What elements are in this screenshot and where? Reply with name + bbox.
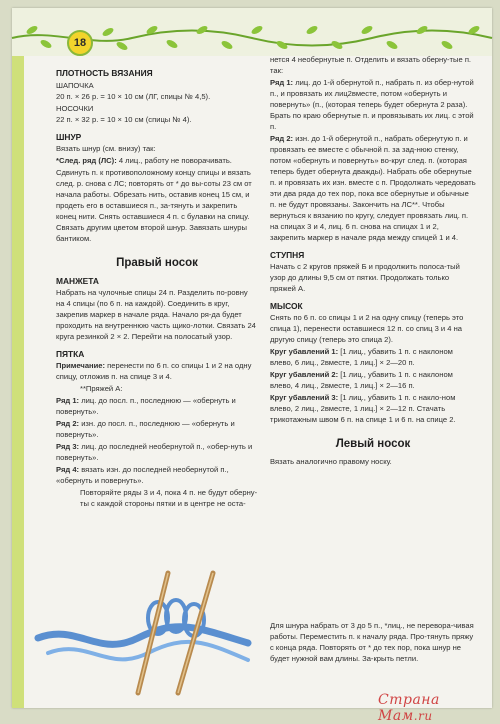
socks-gauge: 22 п. × 32 р. = 10 × 10 см (спицы № 4).: [56, 115, 192, 124]
knitting-illustration: [38, 568, 248, 698]
wrap-row-1-text: лиц. до 1-й обернутой п., набрать п. из обер-нутой п., и провязать их лиц2вместе, потом «обернуть и повернуть» (п., (которая теперь будет обернута 2 раза). Брать по краю обернутые п. и провязывать их лиц. с этой п.: [270, 78, 474, 131]
heel-row-3-label: Ряд 3:: [56, 442, 80, 451]
socks-label: НОСОЧКИ: [56, 104, 94, 113]
heel-row-2-label: Ряд 2:: [56, 419, 80, 428]
cuff-heading: МАНЖЕТА: [56, 276, 99, 286]
heel-row-4-text: вязать изн. до последней необернутой п., «обернуть и повернуть».: [56, 465, 229, 485]
decrease-round-3-label: Круг убавлений 3:: [270, 393, 339, 402]
wrap-row-2-text: изн. до 1-й обернутой п., набрать обернутую п. и провязать ее вместе с обычной п. за зад-нюю стенку, потом «обернуть и повернуть» во-круг след. п. (которая теперь будет обернута дважды). Набрать обе обернутые п. и провязать их изн. вместе с п. Продолжать чередовать эти два ряда до тех пор, пока все обернутые и обычные п. не будут провязаны. Закончить на ЛС**. Чтобы вернуться к вязанию по кругу, следует провязать лиц. п. на спицах 3 и 4, лиц. 6 п. снова на спицах 1 и 2, закрепить маркер в начале ряда между спицей 1 и 4.: [270, 134, 476, 242]
needles-and-cord-icon: [38, 568, 248, 698]
wrap-row-2-label: Ряд 2:: [270, 134, 294, 143]
hat-gauge: 20 п. × 26 р. = 10 × 10 см (ЛГ, спицы № 4,5).: [56, 92, 211, 101]
foot-text: Начать с 2 кругов пряжей Б и продолжить полоса-тый узор до длины 9,5 см от пятки. Продолжать только пряжей А.: [270, 262, 460, 293]
wrap-row-2: [270, 133, 476, 243]
cord-next-row: [56, 155, 258, 166]
cuff-text: Набрать на чулочные спицы 24 п. Разделить по-ровну на 4 спицы (по 6 п. на каждой). Соединить в круг, закрепив маркер в начале ряда. Начало ря-да будет проходить на внутреннюю часть щико-лотки. Связать 24 круга резинкой 2 × 2. Перейти на полосатый узор.: [56, 288, 256, 341]
cord-body: Сдвинуть п. к противоположному концу спицы и вязать след. р. снова с ЛС; повторять от * до вы-соты 23 см от начала работы. Обрезать нить, оставив конец 15 см, и продеть его в оставшиеся п., за-тянуть и закрепить конец нити. Снять оставшиеся 4 п. с булавки на спицу. Связать другим цветом второй шнур. Завязать шнуры бантиком.: [56, 168, 252, 243]
decrease-round-3-text: [1 лиц., убавить 1 п. с накло-ном влево, 2 лиц., 2вместе, 1 лиц.] × 2—12 п. Стачать трикотажным швом 6 п. на спице 1 и 6 п. на спице 2.: [270, 393, 456, 424]
heel-repeat: Повторяйте ряды 3 и 4, пока 4 п. не будут оберну-ты с каждой стороны пятки и в центре не оста-: [80, 488, 258, 508]
heel-row-1: [56, 395, 258, 417]
left-sock-title: Левый носок: [335, 438, 411, 450]
decrease-round-2: [270, 369, 476, 391]
heel-note: [56, 360, 258, 382]
heel-row-4: [56, 464, 258, 486]
page-number-badge: 18: [67, 30, 93, 56]
left-column: [56, 68, 258, 510]
left-sock-text: Вязать аналогично правому носку.: [270, 457, 392, 466]
cord-next-row-text: 4 лиц., работу не поворачивать.: [116, 156, 232, 165]
cord-note: Для шнура набрать от 3 до 5 п., *лиц., не перевора-чивая работы. Переместить п. к началу ряда. Про-тянуть пряжу с конца ряда. Повторять от * до тех пор, пока шнур не будет нужной вам длины. За-крыть петли.: [270, 621, 474, 663]
heel-heading: ПЯТКА: [56, 349, 85, 359]
decrease-round-3: [270, 392, 476, 425]
cord-heading: ШНУР: [56, 132, 82, 142]
heel-yarn: **Пряжей А:: [80, 384, 123, 393]
watermark-text: Страна Мам: [378, 692, 440, 724]
heel-row-2: [56, 418, 258, 440]
cord-next-row-label: *След. ряд (ЛС):: [56, 156, 117, 165]
foot-heading: СТУПНЯ: [270, 250, 305, 260]
decrease-round-1-label: Круг убавлений 1:: [270, 347, 339, 356]
hat-label: ШАПОЧКА: [56, 81, 94, 90]
heel-row-1-text: лиц. до посл. п., последнюю — «обернуть и повернуть».: [56, 396, 236, 416]
decorative-side-strip: [12, 56, 24, 708]
toe-text: Снять по 6 п. со спицы 1 и 2 на одну спицу (теперь это спица 1), перенести оставшиеся 12 п. со спиц 3 и 4 на другую спицу (теперь это спица 2).: [270, 313, 464, 344]
heel-continuation: нется 4 необернутые п. Отделить и вязать оберну-тые п. так:: [270, 55, 472, 75]
decrease-round-2-label: Круг убавлений 2:: [270, 370, 339, 379]
heel-note-text: перенести по 6 п. со спицы 1 и 2 на одну спицу, отложив п. на спице 3 и 4.: [56, 361, 252, 381]
wrap-row-1: [270, 77, 476, 132]
heel-row-3-text: лиц. до последней необернутой п., «обер-нуть и повернуть».: [56, 442, 253, 462]
magazine-page: [12, 8, 492, 724]
gauge-heading: ПЛОТНОСТЬ ВЯЗАНИЯ: [56, 68, 153, 78]
heel-row-1-label: Ряд 1:: [56, 396, 80, 405]
decrease-round-2-text: [1 лиц., убавить 1 п. с наклоном влево, 4 лиц., 2вместе, 1 лиц.] × 2—16 п.: [270, 370, 453, 390]
heel-row-2-text: изн. до посл. п., последнюю — «обернуть и повернуть».: [56, 419, 235, 439]
cord-intro: Вязать шнур (см. внизу) так:: [56, 144, 156, 153]
watermark-suffix: .ru: [413, 709, 433, 723]
heel-note-label: Примечание:: [56, 361, 106, 370]
heel-row-3: [56, 441, 258, 463]
heel-row-4-label: Ряд 4:: [56, 465, 80, 474]
watermark-logo: [378, 692, 492, 724]
decorative-vine-header: [12, 8, 492, 56]
wrap-row-1-label: Ряд 1:: [270, 78, 294, 87]
decrease-round-1: [270, 346, 476, 368]
decrease-round-1-text: [1 лиц., убавить 1 п. с наклоном влево, 6 лиц., 2вместе, 1 лиц.] × 2—20 п.: [270, 347, 453, 367]
toe-heading: МЫСОК: [270, 301, 303, 311]
right-sock-title: Правый носок: [116, 257, 198, 269]
right-column: [270, 54, 476, 468]
